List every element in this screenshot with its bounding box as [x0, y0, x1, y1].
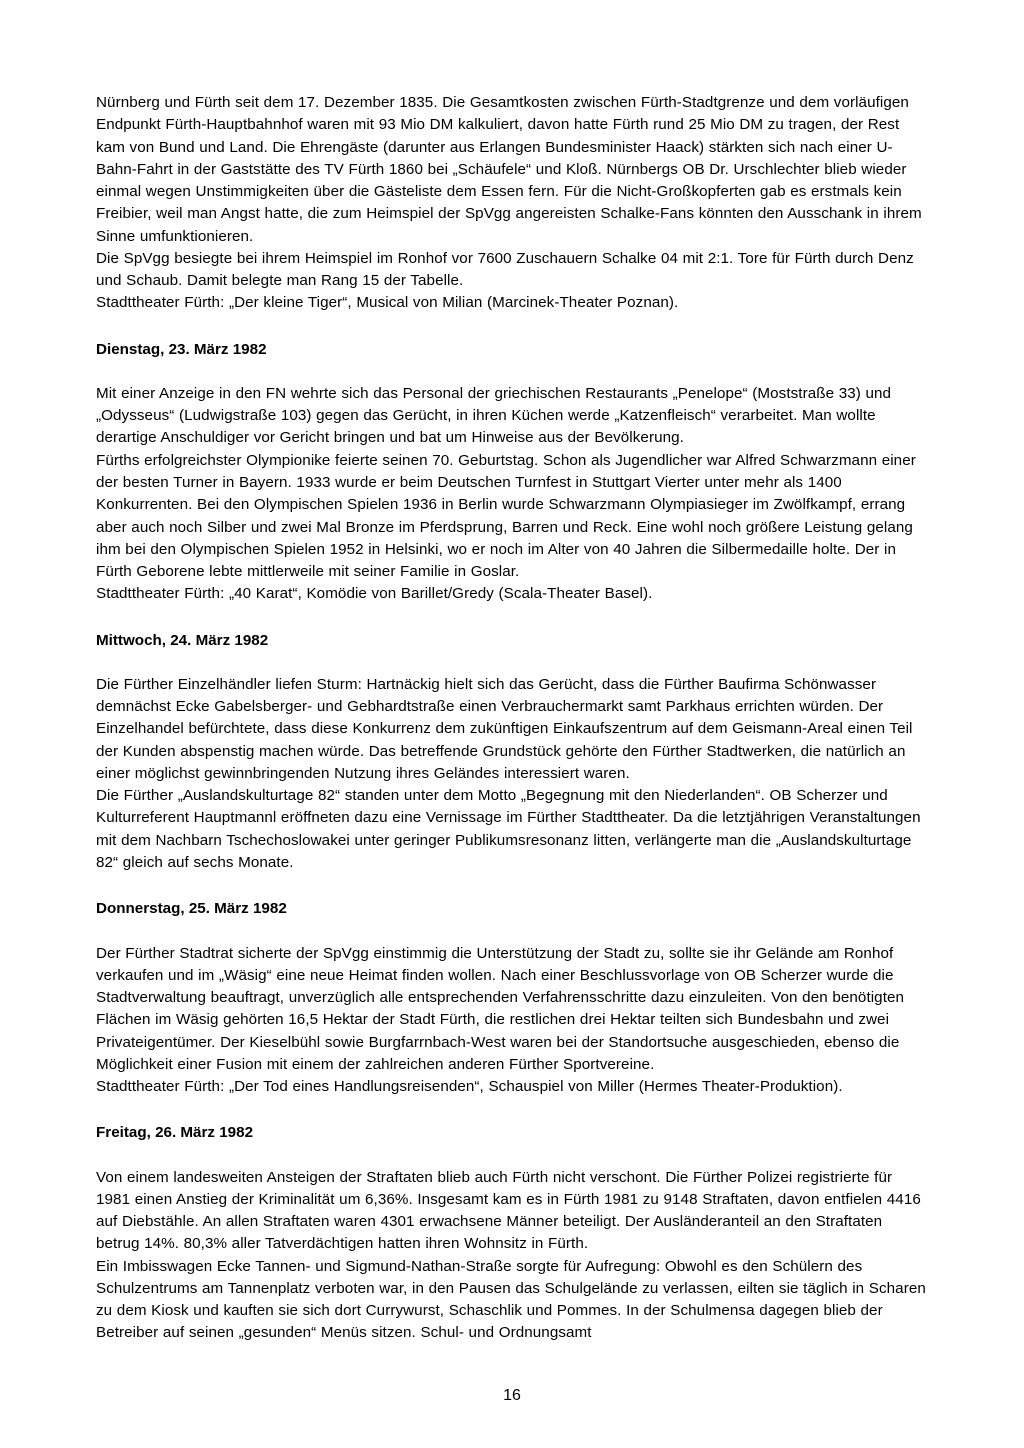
paragraph: Die SpVgg besiegte bei ihrem Heimspiel im Ronhof vor 7600 Zuschauern Schalke 04 mit 2:1. Tore für Fürth durch Denz und Schaub. Damit belegte man Rang 15 der Tabelle.: [96, 249, 914, 290]
paragraph: Stadttheater Fürth: „Der kleine Tiger“, Musical von Milian (Marcinek-Theater Poznan).: [96, 294, 679, 312]
spacer: [96, 652, 928, 674]
paragraph: Der Fürther Stadtrat sicherte der SpVgg einstimmig die Unterstützung der Stadt zu, sollte sie ihr Gelände am Ronhof verkaufen und im „Wäsig“ eine neue Heimat finden wollen. Nach einer Beschlussvorlage von OB Scherzer wurde die Stadtverwaltung beauftragt, unverzüglich alle entsprechenden Verfahrensschritte dazu einzuleiten. Von den benötigten Flächen im Wäsig gehörten 16,5 Hektar der Stadt Fürth, die restlichen drei Hektar teilten sich Bundesbahn und zwei Privateigentümer. Der Kieselbühl sowie Burgfarrnbach-West waren bei der Standortsuche ausgeschieden, ebenso die Möglichkeit einer Fusion mit einem der zahlreichen anderen Fürther Sportvereine.: [96, 944, 905, 1073]
spacer: [96, 874, 928, 898]
paragraph: Ein Imbisswagen Ecke Tannen- und Sigmund-Nathan-Straße sorgte für Aufregung: Obwohl es den Schülern des Schulzentrums am Tannenplatz verboten war, in den Pausen das Schulgelände zu verlassen, eilten sie täglich in Scharen zu dem Kiosk und kauften sie sich dort Currywurst, Schaschlik und Pommes. In der Schulmensa dagegen blieb der Betreiber auf seinen „gesunden“ Menüs sitzen. Schul- und Ordnungsamt: [96, 1257, 926, 1342]
paragraph: Die Fürther Einzelhändler liefen Sturm: Hartnäckig hielt sich das Gerücht, dass die Fürther Baufirma Schönwasser demnächst Ecke Gabelsberger- und Gebhardtstraße einen Verbrauchermarkt samt Parkhaus errichten würden. Der Einzelhandel befürchtete, dass diese Konkurrenz dem zukünftigen Einkaufszentrum auf dem Geismann-Areal einen Teil der Kunden abspenstig machen würde. Das betreffende Grundstück gehörte den Fürther Stadtwerken, die natürlich an einer möglichst gewinnbringenden Nutzung ihres Geländes interessiert waren.: [96, 675, 913, 782]
paragraph: Die Fürther „Auslandskulturtage 82“ standen unter dem Motto „Begegnung mit den Niederlanden“. OB Scherzer und Kulturreferent Hauptmannl eröffneten dazu eine Vernissage im Fürther Stadttheater. Da die letztjährigen Veranstaltungen mit dem Nachbarn Tschechoslowakei unter geringer Publikumsresonanz litten, verlängerte man die „Auslandskulturtage 82“ gleich auf sechs Monate.: [96, 787, 921, 871]
page-number: 16: [503, 1387, 521, 1404]
section-heading: Freitag, 26. März 1982: [96, 1124, 254, 1142]
paragraph: Von einem landesweiten Ansteigen der Straftaten blieb auch Fürth nicht verschont. Die Fürther Polizei registrierte für 1981 einen Anstieg der Kriminalität um 6,36%. Insgesamt kam es in Fürth 1981 zu 9148 Straftaten, davon entfielen 4416 auf Diebstähle. An allen Straftaten waren 4301 erwachsene Männer beteiligt. Der Ausländeranteil an den Straftaten betrug 14%. 80,3% aller Tatverdächtigen hatten ihren Wohnsitz in Fürth.: [96, 1168, 921, 1253]
paragraph: Fürths erfolgreichster Olympionike feierte seinen 70. Geburtstag. Schon als Jugendlicher war Alfred Schwarzmann einer der besten Turner in Bayern. 1933 wurde er beim Deutschen Turnfest in Stuttgart Vierter unter mehr als 1400 Konkurrenten. Bei den Olympischen Spielen 1936 in Berlin wurde Schwarzmann Olympiasieger im Zwölfkampf, errang aber auch noch Silber und zwei Mal Bronze im Pferdsprung, Barren und Reck. Eine wohl noch größere Leistung gelang ihm bei den Olympischen Spielen 1952 in Helsinki, wo er noch im Alter von 40 Jahren die Silbermedaille holte. Der in Fürth Geborene lebte mittlerweile mit seiner Familie in Goslar.: [96, 451, 916, 581]
spacer: [96, 1098, 928, 1122]
section-heading: Mittwoch, 24. März 1982: [96, 631, 269, 649]
paragraph: Stadttheater Fürth: „40 Karat“, Komödie von Barillet/Gredy (Scala-Theater Basel).: [96, 585, 653, 603]
section-heading: Dienstag, 23. März 1982: [96, 340, 267, 358]
paragraph: Nürnberg und Fürth seit dem 17. Dezember 1835. Die Gesamtkosten zwischen Fürth-Stadtgrenze und dem vorläufigen Endpunkt Fürth-Hauptbahnhof waren mit 93 Mio DM kalkuliert, davon hatte Fürth rund 25 Mio DM zu tragen, der Rest kam von Bund und Land. Die Ehrengäste (darunter aus Erlangen Bundesminister Haack) stärkten sich nach einer U-Bahn-Fahrt in der Gaststätte des TV Fürth 1860 bei „Schäufele“ und Kloß. Nürnbergs OB Dr. Urschlechter blieb wieder einmal wegen Unstimmigkeiten über die Gästeliste dem Essen fern. Für die Nicht-Großkopferten gab es erstmals kein Freibier, weil man Angst hatte, die zum Heimspiel der SpVgg angereisten Schalke-Fans könnten den Ausschank in ihrem Sinne umfunktionieren.: [96, 94, 922, 245]
paragraph: Mit einer Anzeige in den FN wehrte sich das Personal der griechischen Restaurants „Penelope“ (Moststraße 33) und „Odysseus“ (Ludwigstraße 103) gegen das Gerücht, in ihren Küchen werde „Katzenfleisch“ verarbeitet. Man wollte derartige Anschuldiger vor Gericht bringen und bat um Hinweise aus der Bevölkerung.: [96, 384, 892, 447]
spacer: [96, 315, 928, 339]
spacer: [96, 1145, 928, 1167]
spacer: [96, 361, 928, 383]
paragraph: Stadttheater Fürth: „Der Tod eines Handlungsreisenden“, Schauspiel von Miller (Hermes Theater-Produktion).: [96, 1078, 843, 1096]
section-heading: Donnerstag, 25. März 1982: [96, 900, 287, 918]
spacer: [96, 921, 928, 943]
spacer: [96, 606, 928, 630]
